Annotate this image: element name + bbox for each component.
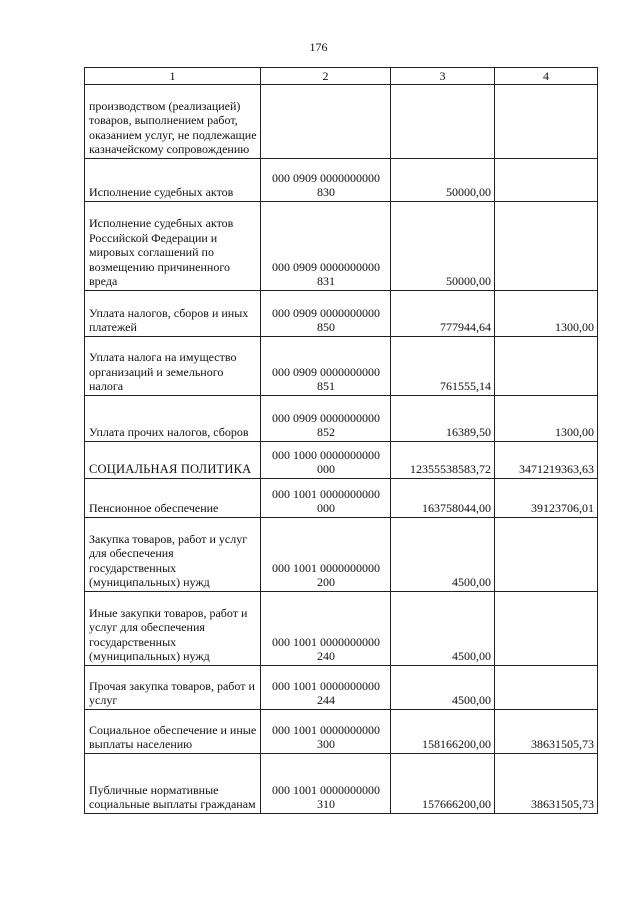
row-code: 000 0909 0000000000 852 (261, 396, 391, 442)
table-row (85, 754, 598, 814)
table-row (85, 479, 598, 518)
row-name: Уплата налогов, сборов и иных платежей (85, 291, 261, 337)
row-col3: 4500,00 (391, 592, 495, 666)
row-col4: 3471219363,63 (495, 442, 598, 479)
row-col3: 4500,00 (391, 518, 495, 592)
row-code: 000 1001 0000000000 244 (261, 666, 391, 710)
row-name: Исполнение судебных актов (85, 159, 261, 202)
row-col4 (495, 592, 598, 666)
row-col4: 38631505,73 (495, 754, 598, 814)
row-col3: 777944,64 (391, 291, 495, 337)
table-row (85, 396, 598, 442)
header-col-2: 2 (261, 68, 391, 85)
row-code: 000 1001 0000000000 310 (261, 754, 391, 814)
header-col-3: 3 (391, 68, 495, 85)
row-col3: 50000,00 (391, 202, 495, 291)
row-name: Прочая закупка товаров, работ и услуг (85, 666, 261, 710)
row-col4: 38631505,73 (495, 710, 598, 754)
row-code: 000 0909 0000000000 850 (261, 291, 391, 337)
row-col3: 163758044,00 (391, 479, 495, 518)
row-code: 000 0909 0000000000 851 (261, 337, 391, 396)
row-code: 000 0909 0000000000 830 (261, 159, 391, 202)
row-code: 000 1001 0000000000 300 (261, 710, 391, 754)
table-row (85, 159, 598, 202)
header-col-4: 4 (495, 68, 598, 85)
row-col3: 16389,50 (391, 396, 495, 442)
table-row (85, 442, 598, 479)
row-col4: 1300,00 (495, 291, 598, 337)
row-name: Публичные нормативные социальные выплаты гражданам (85, 754, 261, 814)
table-row (85, 666, 598, 710)
table-row (85, 710, 598, 754)
row-code: 000 1001 0000000000 000 (261, 479, 391, 518)
row-code: 000 1001 0000000000 200 (261, 518, 391, 592)
row-name: СОЦИАЛЬНАЯ ПОЛИТИКА (85, 442, 261, 479)
table-row (85, 291, 598, 337)
row-col4 (495, 85, 598, 159)
row-name: Уплата прочих налогов, сборов (85, 396, 261, 442)
row-col4 (495, 666, 598, 710)
row-col4 (495, 518, 598, 592)
row-col4 (495, 337, 598, 396)
row-name: производством (реализацией) товаров, выполнением работ, оказанием услуг, не подлежащие казначейскому сопровождению (85, 85, 261, 159)
table-row (85, 85, 598, 159)
row-name: Исполнение судебных актов Российской Федерации и мировых соглашений по возмещению причиненного вреда (85, 202, 261, 291)
row-name: Уплата налога на имущество организаций и земельного налога (85, 337, 261, 396)
row-code: 000 0909 0000000000 831 (261, 202, 391, 291)
row-col4 (495, 159, 598, 202)
row-name: Социальное обеспечение и иные выплаты населению (85, 710, 261, 754)
table-row (85, 518, 598, 592)
row-name: Закупка товаров, работ и услуг для обеспечения государственных (муниципальных) нужд (85, 518, 261, 592)
row-col3: 50000,00 (391, 159, 495, 202)
budget-table (84, 67, 598, 814)
row-col3 (391, 85, 495, 159)
row-col3: 157666200,00 (391, 754, 495, 814)
row-code: 000 1001 0000000000 240 (261, 592, 391, 666)
row-name: Пенсионное обеспечение (85, 479, 261, 518)
table-row (85, 592, 598, 666)
header-col-1: 1 (85, 68, 261, 85)
row-col3: 4500,00 (391, 666, 495, 710)
row-col4 (495, 202, 598, 291)
row-code (261, 85, 391, 159)
table-row (85, 337, 598, 396)
row-col3: 761555,14 (391, 337, 495, 396)
row-col4: 1300,00 (495, 396, 598, 442)
row-code: 000 1000 0000000000 000 (261, 442, 391, 479)
row-col4: 39123706,01 (495, 479, 598, 518)
table-row (85, 202, 598, 291)
row-name: Иные закупки товаров, работ и услуг для обеспечения государственных (муниципальных) нужд (85, 592, 261, 666)
row-col3: 158166200,00 (391, 710, 495, 754)
row-col3: 12355538583,72 (391, 442, 495, 479)
page-number: 176 (309, 40, 328, 54)
header-row (85, 68, 598, 85)
